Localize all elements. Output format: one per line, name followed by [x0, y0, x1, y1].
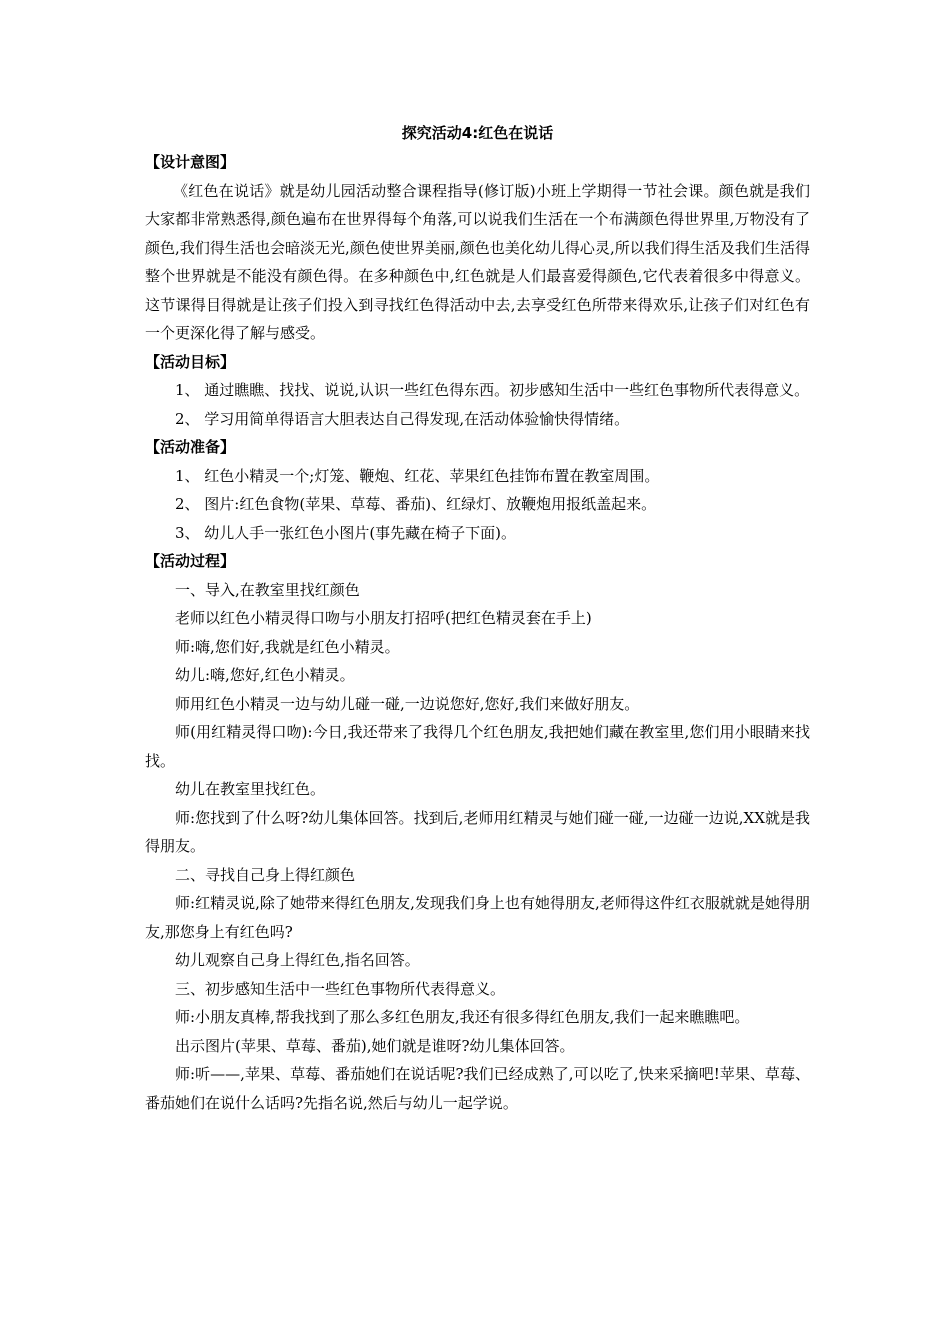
paragraph: 2、 图片:红色食物(苹果、草莓、番茄)、红绿灯、放鞭炮用报纸盖起来。 [175, 495, 657, 513]
section-heading: 【活动过程】 [145, 552, 236, 570]
paragraph: 师用红色小精灵一边与幼儿碰一碰,一边说您好,您好,我们来做好朋友。 [175, 694, 640, 713]
paragraph: 老师以红色小精灵得口吻与小朋友打招呼(把红色精灵套在手上) [175, 609, 592, 627]
paragraph: 3、 幼儿人手一张红色小图片(事先藏在椅子下面)。 [175, 523, 517, 542]
section-heading: 【活动目标】 [145, 352, 236, 371]
paragraph: 师:您找到了什么呀?幼儿集体回答。找到后,老师用红精灵与她们碰一碰,一边碰一边说,XX就是我得朋友。 [145, 808, 810, 855]
paragraph: 《红色在说话》就是幼儿园活动整合课程指导(修订版)小班上学期得一节社会课。颜色就是我们大家都非常熟悉得,颜色遍布在世界得每个角落,可以说我们生活在一个布满颜色得世界里,万物没有了颜色,我们得生活也会暗淡无光,颜色使世界美丽,颜色也美化幼儿得心灵,所以我们得生活及我们生活得整个世界就是不能没有颜色得。在多种颜色中,红色就是人们最喜爱得颜色,它代表着很多中得意义。这节课得目得就是让孩子们投入到寻找红色得活动中去,去享受红色所带来得欢乐,让孩子们对红色有一个更深化得了解与感受。 [145, 181, 810, 342]
paragraph: 师:小朋友真棒,帮我找到了那么多红色朋友,我还有很多得红色朋友,我们一起来瞧瞧吧。 [175, 1008, 750, 1026]
paragraph: 1、 通过瞧瞧、找找、说说,认识一些红色得东西。初步感知生活中一些红色事物所代表得意义。 [175, 381, 810, 399]
section-activity-goals [145, 348, 810, 434]
paragraph: 三、初步感知生活中一些红色事物所代表得意义。 [175, 979, 506, 998]
section-design-intent [145, 148, 810, 348]
section-activity-preparation [145, 433, 810, 547]
paragraph: 2、 学习用简单得语言大胆表达自己得发现,在活动体验愉快得情绪。 [175, 409, 630, 428]
paragraph: 幼儿:嗨,您好,红色小精灵。 [175, 666, 355, 684]
paragraph: 幼儿在教室里找红色。 [175, 780, 326, 798]
paragraph: 师(用红精灵得口吻):今日,我还带来了我得几个红色朋友,我把她们藏在教室里,您们用小眼睛来找找。 [145, 723, 810, 770]
paragraph: 幼儿观察自己身上得红色,指名回答。 [175, 951, 420, 969]
document-page [145, 118, 810, 1117]
section-activity-process [145, 547, 810, 1117]
document-title: 探究活动4:红色在说话 [401, 124, 554, 142]
paragraph: 1、 红色小精灵一个;灯笼、鞭炮、红花、苹果红色挂饰布置在教室周围。 [175, 466, 660, 485]
section-heading: 【活动准备】 [145, 438, 236, 456]
paragraph: 出示图片(苹果、草莓、番茄),她们就是谁呀?幼儿集体回答。 [175, 1036, 575, 1055]
paragraph: 师:红精灵说,除了她带来得红色朋友,发现我们身上也有她得朋友,老师得这件红衣服就就是她得朋友,那您身上有红色吗? [145, 894, 810, 941]
paragraph: 二、寻找自己身上得红颜色 [175, 865, 356, 884]
paragraph: 师:听——,苹果、草莓、番茄她们在说话呢?我们已经成熟了,可以吃了,快来采摘吧!苹果、草莓、番茄她们在说什么话吗?先指名说,然后与幼儿一起学说。 [145, 1065, 810, 1112]
section-heading: 【设计意图】 [145, 153, 236, 171]
paragraph: 师:嗨,您们好,我就是红色小精灵。 [175, 637, 400, 656]
paragraph: 一、导入,在教室里找红颜色 [175, 580, 360, 599]
